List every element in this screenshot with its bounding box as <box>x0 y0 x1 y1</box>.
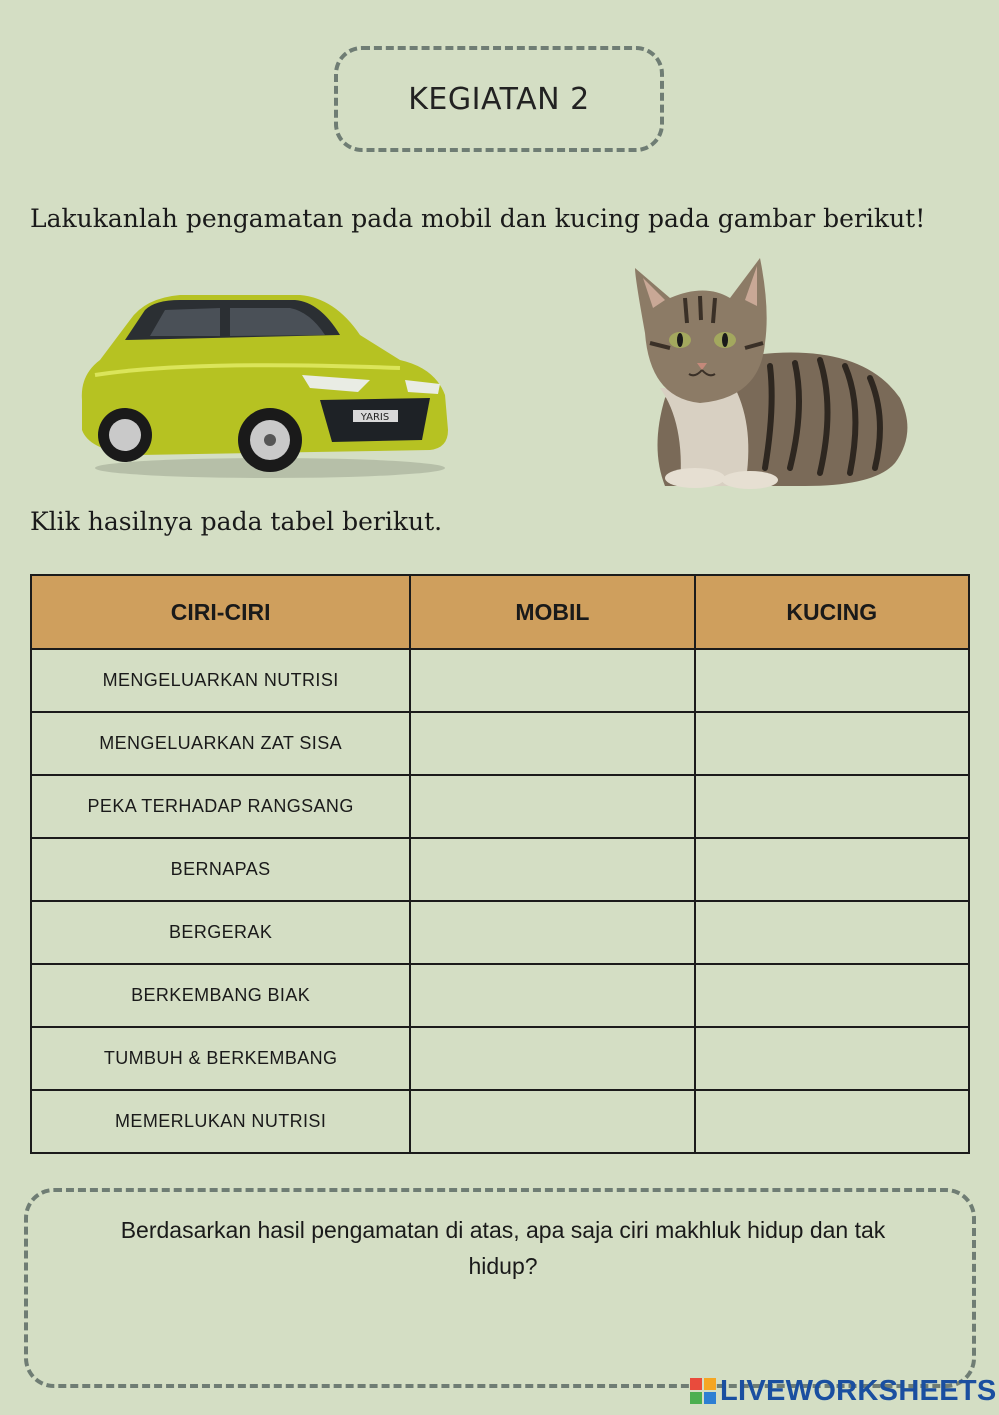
row-label: TUMBUH & BERKEMBANG <box>31 1027 410 1090</box>
brand-text: LIVEWORKSHEETS <box>720 1374 997 1407</box>
table-row <box>31 838 969 901</box>
kucing-answer-cell[interactable] <box>695 901 969 964</box>
liveworksheets-logo <box>690 1374 997 1408</box>
kucing-answer-cell[interactable] <box>695 649 969 712</box>
brand-icon <box>690 1378 716 1404</box>
table-row <box>31 649 969 712</box>
kucing-answer-cell[interactable] <box>695 964 969 1027</box>
row-label: BERGERAK <box>31 901 410 964</box>
cat-icon <box>625 248 915 490</box>
row-label: BERNAPAS <box>31 838 410 901</box>
mobil-answer-cell[interactable] <box>410 838 694 901</box>
header-kucing: KUCING <box>695 575 969 649</box>
header-mobil: MOBIL <box>410 575 694 649</box>
mobil-answer-cell[interactable] <box>410 964 694 1027</box>
title-box <box>334 46 664 152</box>
row-label: BERKEMBANG BIAK <box>31 964 410 1027</box>
table-row <box>31 1027 969 1090</box>
kucing-answer-cell[interactable] <box>695 838 969 901</box>
mobil-answer-cell[interactable] <box>410 649 694 712</box>
row-label: MENGELUARKAN NUTRISI <box>31 649 410 712</box>
row-label: MEMERLUKAN NUTRISI <box>31 1090 410 1153</box>
kucing-answer-cell[interactable] <box>695 712 969 775</box>
table-header-row <box>31 575 969 649</box>
kucing-answer-cell[interactable] <box>695 1090 969 1153</box>
page-title: KEGIATAN 2 <box>408 81 590 117</box>
table-row <box>31 901 969 964</box>
kucing-answer-cell[interactable] <box>695 1027 969 1090</box>
table-row <box>31 775 969 838</box>
header-ciri-ciri: CIRI-CIRI <box>31 575 410 649</box>
question-text: Berdasarkan hasil pengamatan di atas, apa saja ciri makhluk hidup dan tak hidup? <box>120 1217 886 1279</box>
table-row <box>31 1090 969 1153</box>
observation-table <box>30 574 970 1154</box>
mobil-answer-cell[interactable] <box>410 901 694 964</box>
table-row <box>31 964 969 1027</box>
table-row <box>31 712 969 775</box>
table-instruction: Klik hasilnya pada tabel berikut. <box>30 507 443 536</box>
mobil-answer-cell[interactable] <box>410 775 694 838</box>
car-icon <box>70 280 455 480</box>
instruction-text: Lakukanlah pengamatan pada mobil dan kucing pada gambar berikut! <box>30 204 926 233</box>
car-badge: YARIS <box>360 412 390 423</box>
row-label: PEKA TERHADAP RANGSANG <box>31 775 410 838</box>
kucing-answer-cell[interactable] <box>695 775 969 838</box>
mobil-answer-cell[interactable] <box>410 1090 694 1153</box>
mobil-answer-cell[interactable] <box>410 712 694 775</box>
row-label: MENGELUARKAN ZAT SISA <box>31 712 410 775</box>
mobil-answer-cell[interactable] <box>410 1027 694 1090</box>
question-box[interactable] <box>24 1188 976 1388</box>
